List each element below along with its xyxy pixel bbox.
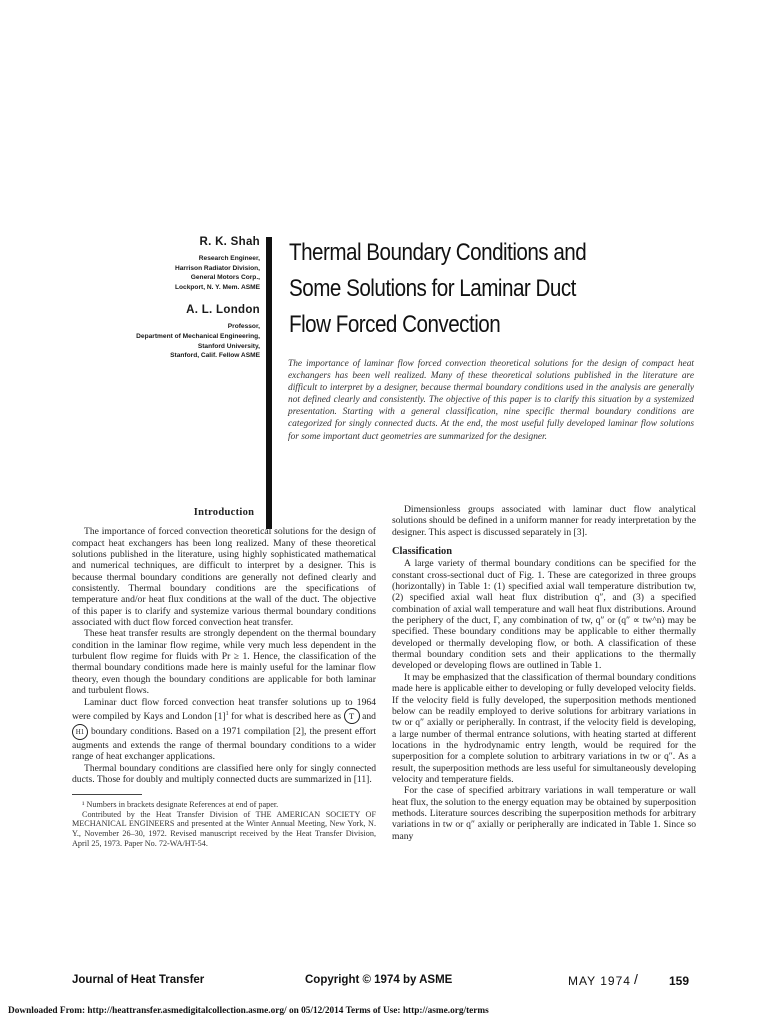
paragraph-text: Laminar duct flow forced convection heat transfer solutions up to 1964 were compiled by Kays and London [1] [72, 696, 376, 722]
footer-separator: / [634, 971, 638, 987]
abstract: The importance of laminar flow forced convection theoretical solutions for the design of compact heat exchangers has been well realized. Many of these theoretical solutions published in the literature are difficult to interpret by a designer, because thermal boundary conditions used in the analysis are generally not defined clearly and consistently. The objective of this paper is to clarify this situation by a systemized presentation. Starting with a general classification, nine specific thermal boundary conditions are categorized for singly connected ducts. At the end, the most useful fully developed laminar flow solutions for some important duct geometries are summarized for the designer. [288, 359, 694, 442]
paragraph: It may be emphasized that the classification of thermal boundary conditions made here is applicable either to developing or fully developed velocity fields. If the velocity field is fully developed, the superposition methods mentioned below can be readily employed to derive solutions for arbitrary variations in tw or q″ axially or peripherally. In contrast, if the velocity field is developing, a large number of thermal entrance solutions, with heating started at different locations in the hydrodynamic entry length, would be required for the superposition for a complete solution to arbitrary variations in tw or q″. As a result, the superposition methods are less useful for simultaneously developing velocity and temperature fields. [392, 671, 696, 785]
title-line: Thermal Boundary Conditions and [289, 239, 587, 266]
title-line: Flow Forced Convection [289, 311, 501, 338]
footnote-rule [72, 794, 142, 795]
author-affiliation-line: Stanford University, [197, 342, 260, 350]
author-affiliation-line: Lockport, N. Y. Mem. ASME [175, 283, 260, 291]
paper-title [289, 235, 650, 343]
paragraph: Thermal boundary conditions are classified here only for singly connected ducts. Those for doubly and multiply connected ducts are summarized in [11]. [72, 762, 376, 785]
footnote: Contributed by the Heat Transfer Division of THE AMERICAN SOCIETY OF MECHANICAL ENGINEERS and presented at the Winter Annual Meeting, New York, N. Y., November 26–30, 1972. Revised manuscript received by the Heat Transfer Division, April 25, 1973. Paper No. 72-WA/HT-54. [72, 809, 376, 848]
boundary-condition-t-symbol: T [344, 708, 360, 724]
journal-name: Journal of Heat Transfer [72, 974, 205, 986]
author-name: A. L. London [186, 304, 260, 317]
right-column [392, 504, 696, 842]
paragraph-text: for what is described here as [228, 710, 344, 722]
page-number: 159 [669, 974, 690, 988]
paragraph: For the case of specified arbitrary variations in wall temperature or wall heat flux, the solution to the energy equation may be obtained by superposition methods. Literature sources describing the superposition methods for arbitrary variations in tw or q″ axially or peripherally are indicated in Table 1. Since so many [392, 785, 696, 842]
author-affiliation-line: General Motors Corp., [190, 274, 260, 282]
author-affiliation-line: Department of Mechanical Engineering, [136, 332, 260, 340]
author-name: R. K. Shah [199, 236, 260, 248]
paragraph-text: and [359, 710, 376, 722]
author-block [60, 236, 260, 361]
author-affiliation-line: Stanford, Calif. Fellow ASME [170, 352, 260, 360]
paragraph: The importance of forced convection theoretical solutions for the design of compact heat exchangers has been long realized. Many of these theoretical solutions published in the literature, using highly sophisticated mathematical and numerical techniques, are difficult to interpret by a designer. This is because thermal boundary conditions are generally not defined clearly and consistently. Thermal boundary conditions are the specifications of temperature and/or heat flux conditions at the wall of the duct. The objective of this paper is to clarify and systemize various thermal boundary conditions associated with duct flow forced convection heat transfer. [72, 526, 376, 629]
title-line: Some Solutions for Laminar Duct [289, 275, 576, 302]
author-affiliation-line: Professor, [227, 323, 260, 331]
download-notice: Downloaded From: http://heattransfer.asmedigitalcollection.asme.org/ on 05/12/2014 Terms of Use: http://asme.org/terms [8, 1006, 489, 1016]
paragraph: A large variety of thermal boundary conditions can be specified for the constant cross-sectional duct of Fig. 1. These are categorized in three groups (horizontally) in Table 1: (1) specified axial wall temperature distribution tw, (2) specified axial wall heat flux distribution q″, and (3) a specified combination of axial wall temperature and wall heat flux distributions. Around the periphery of the duct, Γ, any combination of tw, q″ or (q″ ∝ tw^n) may be specified. These boundary conditions may be applicable to either thermally developed or thermally developing flow, or both. A classification of these thermal boundary condition sets and their applications to the thermally developed or developing flows are outlined in Table 1. [392, 558, 696, 672]
paragraph-text: boundary conditions. Based on a 1971 compilation [2], the present effort augments and extends the range of thermal boundary conditions to a wider range of heat exchanger applications. [72, 725, 376, 763]
footnote: ¹ Numbers in brackets designate References at end of paper. [82, 800, 279, 810]
left-column [72, 507, 376, 848]
copyright: Copyright © 1974 by ASME [305, 974, 453, 986]
paragraph: These heat transfer results are strongly dependent on the thermal boundary condition in the laminar flow regime, while very much less dependent in the turbulent flow regime for fluids with Pr ≥ 1. Hence, the classification of the thermal boundary conditions made here is mainly useful for the laminar flow theory, even though the boundary conditions are applicable for both laminar and turbulent flows. [72, 628, 376, 697]
paragraph [72, 697, 376, 763]
footnote-marker: 1 [225, 710, 229, 717]
paragraph: Dimensionless groups associated with laminar duct flow analytical solutions should be defined in a uniform manner for ready interpretation by the designer. This aspect is discussed separately in [3]. [392, 504, 696, 538]
section-heading-classification: Classification [392, 546, 453, 558]
author-affiliation-line: Harrison Radiator Division, [174, 264, 260, 272]
author-affiliation-line: Research Engineer, [198, 255, 260, 262]
title-divider-bar [266, 237, 272, 529]
issue-date: MAY 1974 [568, 974, 631, 988]
boundary-condition-h1-symbol: H1 [72, 724, 88, 740]
footnotes [72, 800, 376, 848]
section-heading-introduction: Introduction [193, 507, 255, 518]
